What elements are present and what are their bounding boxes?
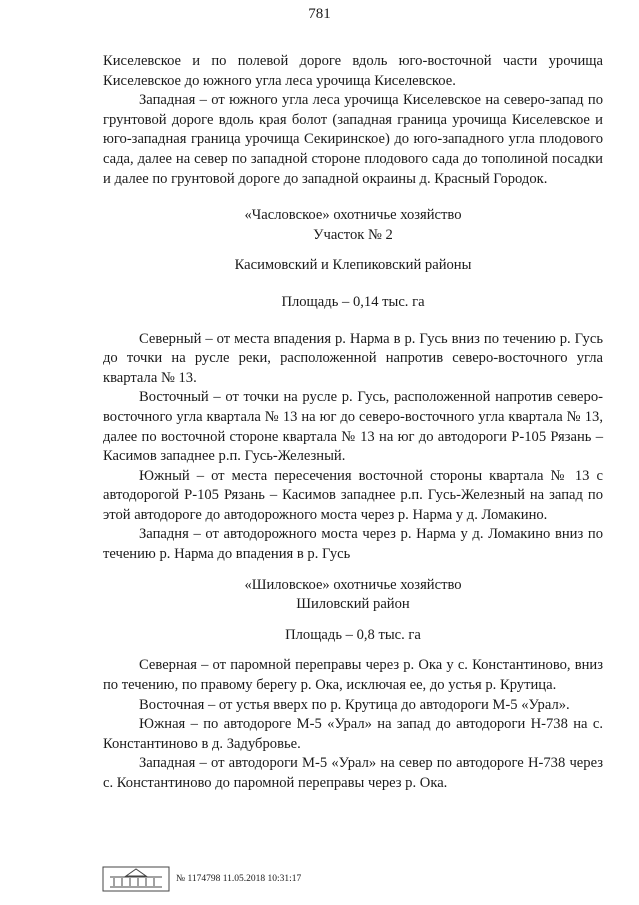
section-area: Площадь – 0,8 тыс. га — [285, 626, 421, 643]
boundary-east: Восточная – от устья вверх по р. Крутица до автодороги М-5 «Урал». — [139, 696, 570, 713]
section-title-shilovskoe: «Шиловское» охотничье хозяйство — [244, 576, 462, 593]
boundary-north: Северная – от паромной переправы через р. Ока у с. Константиново, вниз по течению, по правому берегу р. Ока, исключая ее, до устья р. Крутица. — [103, 657, 603, 694]
government-building-stamp-icon — [102, 866, 170, 892]
paragraph-continuation: Киселевское и по полевой дороге вдоль юго-восточной части урочища Киселевское до южного угла леса урочища Киселевское. — [103, 53, 603, 89]
document-mark: № 1174798 11.05.2018 10:31:17 — [176, 874, 302, 884]
section-area: Площадь – 0,14 тыс. га — [281, 293, 425, 310]
document-footer — [102, 866, 301, 892]
boundary-east: Восточный – от точки на русле р. Гусь, расположенной напротив северо-восточного угла квартала № 13 на юг до северо-восточного угла квартала № 13, далее по восточной стороне квартала № 13 на юг до автодороги Р-105 Рязань – Касимов западнее р.п. Гусь-Железный. — [103, 389, 603, 465]
boundary-south: Южный – от места пересечения восточной стороны квартала № 13 с автодорогой Р-105 Рязань – Касимов западнее р.п. Гусь-Железный на запад по этой автодороге до автодорожного моста через р. Нарма у д. Ломакино. — [103, 467, 603, 523]
section-subtitle-plot: Участок № 2 — [313, 226, 393, 243]
boundary-north: Северный – от места впадения р. Нарма в р. Гусь вниз по течению р. Гусь до точки на русле реки, расположенной напротив северо-восточного угла квартала № 13. — [103, 330, 603, 386]
paragraph-west-boundary: Западная – от южного угла леса урочища Киселевское на северо-запад по грунтовой дороге вдоль края болот (западная граница урочища Киселевское и юго-западная граница урочища Секиринское) до юго-западного угла плодового сада, далее на север по западной стороне плодового сада до тополиной посадки и далее по грунтовой дороге до западной окраины д. Красный Городок. — [103, 92, 603, 187]
page-number: 781 — [308, 6, 331, 22]
boundary-west: Западная – от автодороги М-5 «Урал» на север по автодороге Н-738 через с. Константиново до паромной переправы через р. Ока. — [103, 755, 603, 791]
document-body — [103, 52, 603, 794]
section-districts: Касимовский и Клепиковский районы — [234, 257, 472, 274]
boundary-south: Южная – по автодороге М-5 «Урал» на запад до автодороги Н-738 на с. Константиново в д. Задубровье. — [103, 716, 603, 752]
section-title-chaslovskoe: «Часловское» охотничье хозяйство — [244, 207, 462, 224]
boundary-west: Западня – от автодорожного моста через р. Нарма у д. Ломакино вниз по течению р. Нарма до впадения в р. Гусь — [103, 526, 603, 563]
section-districts: Шиловский район — [296, 596, 410, 613]
